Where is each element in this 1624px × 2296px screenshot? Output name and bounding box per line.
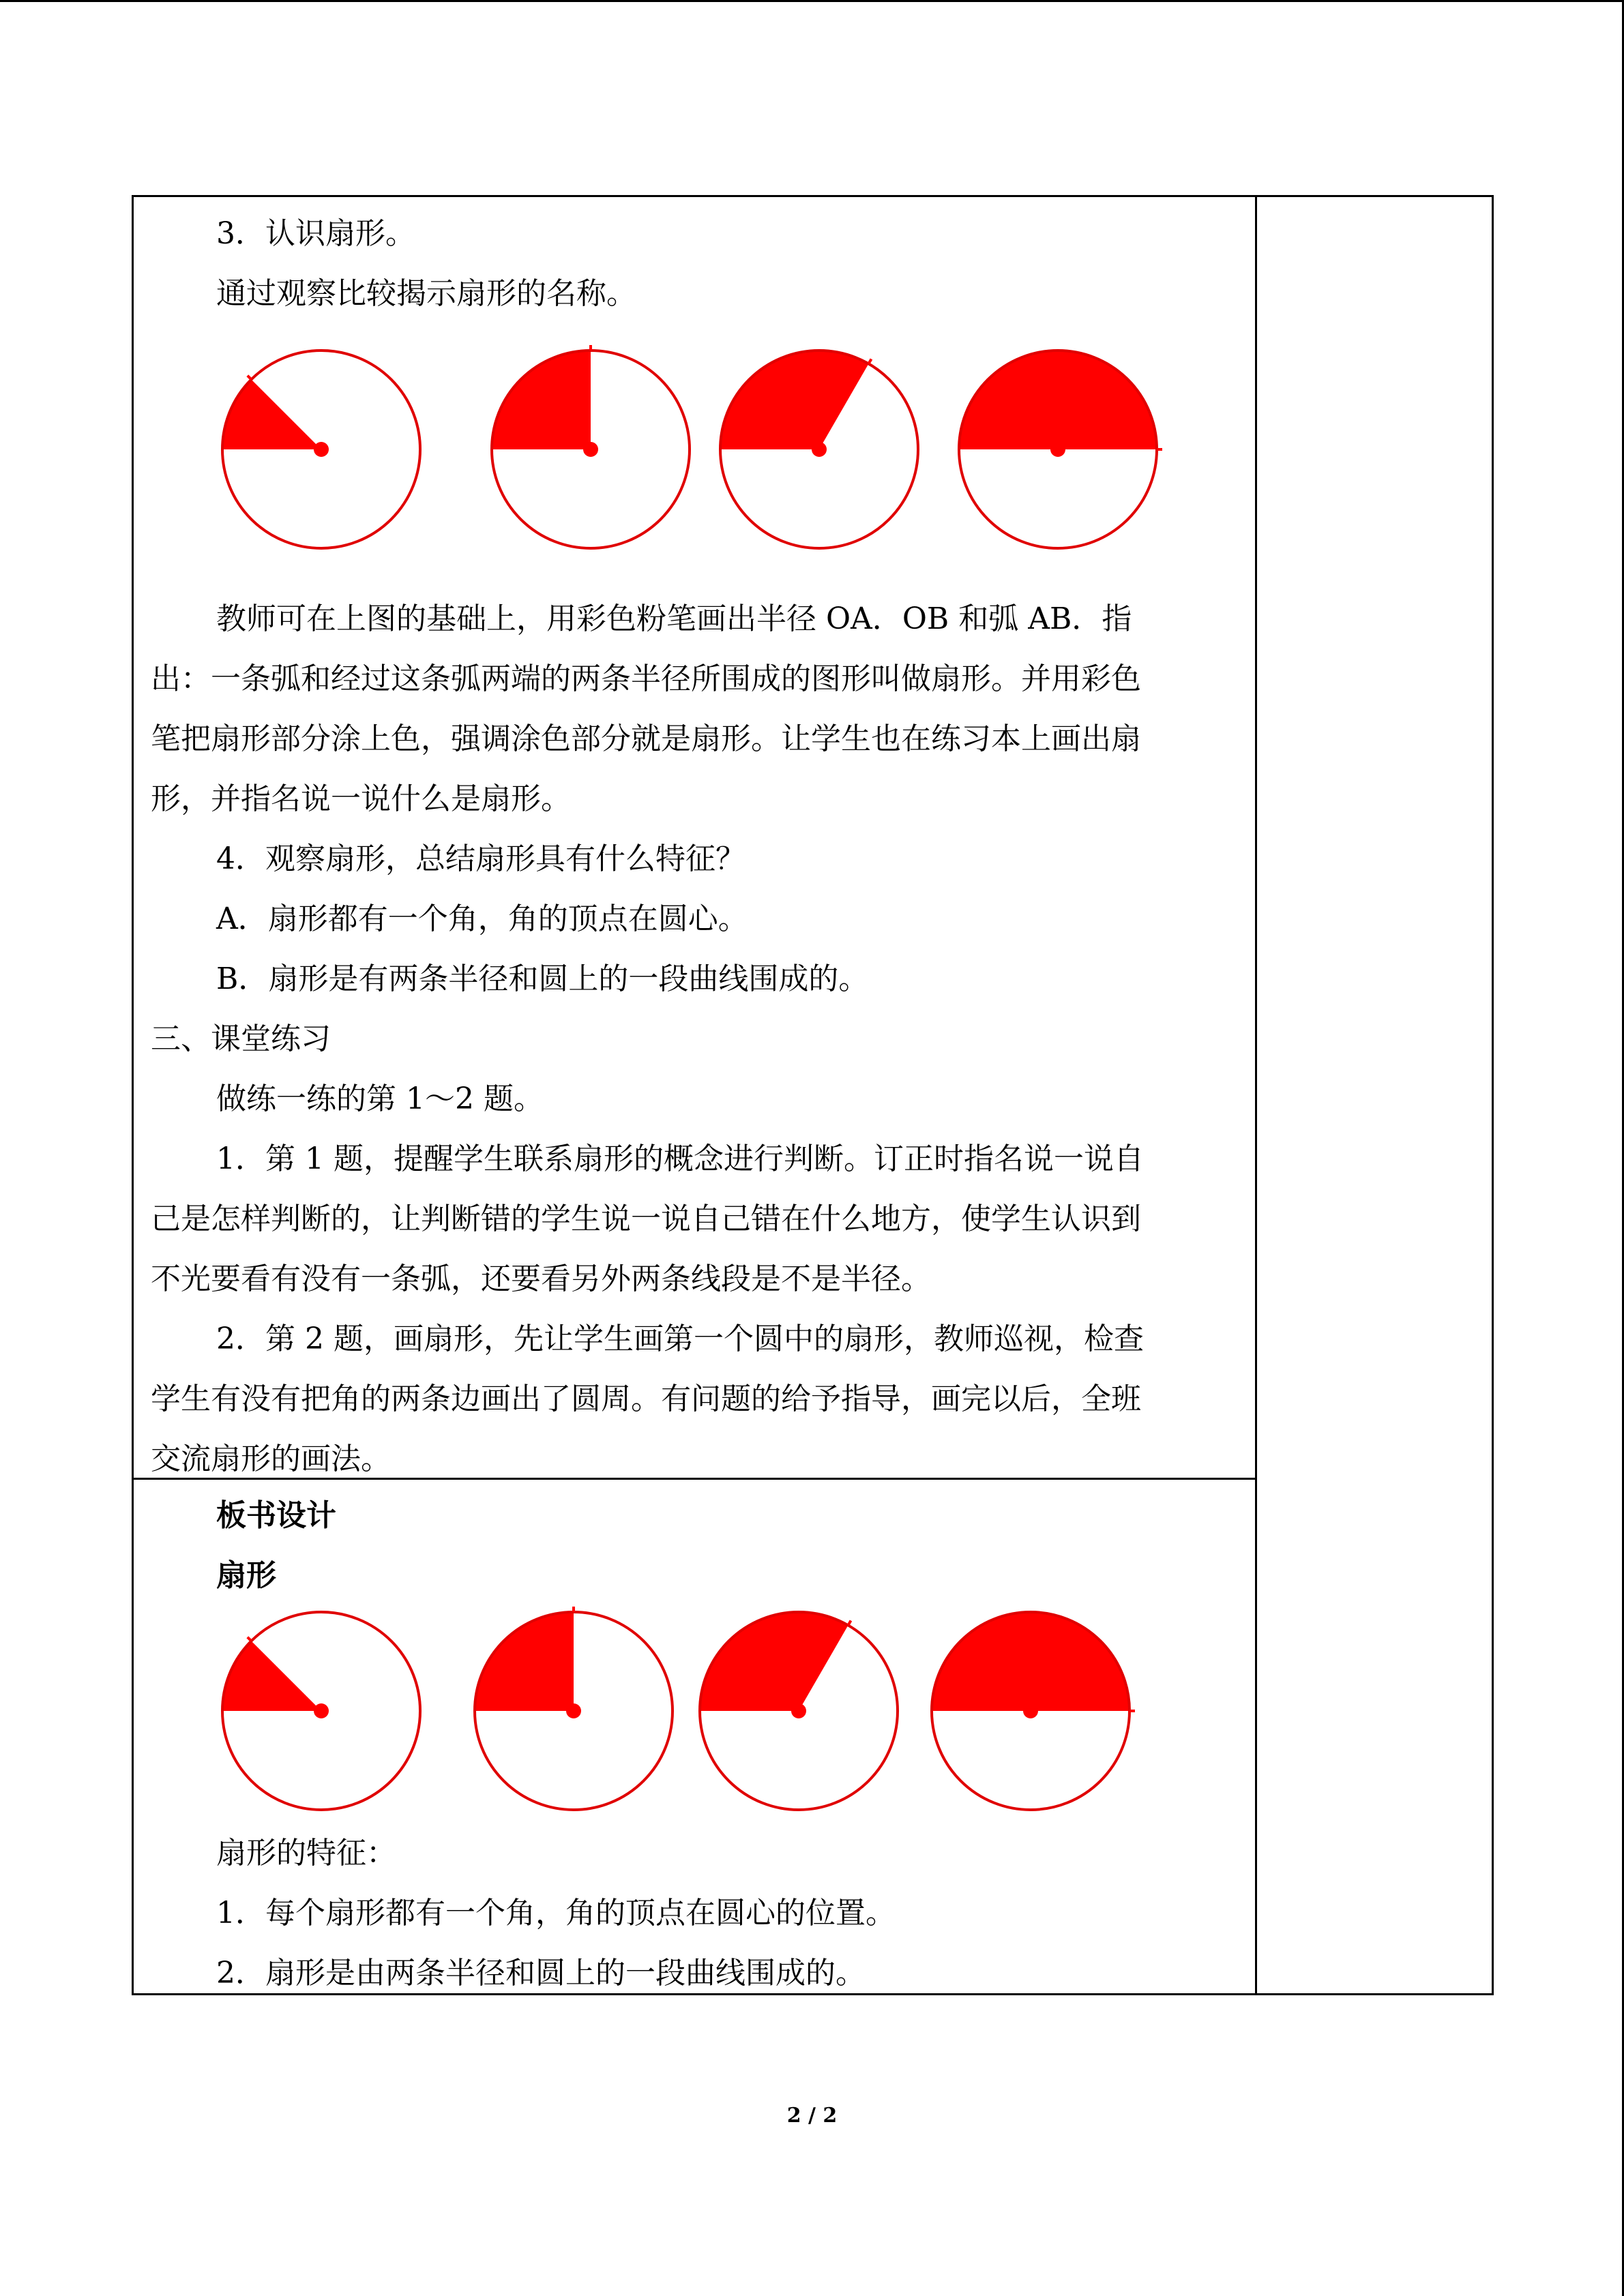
practice-q2-line: 2．第 2 题，画扇形，先让学生画第一个圆中的扇形，教师巡视，检查 <box>216 1322 1144 1356</box>
practice-q1-line: 己是怎样判断的，让判断错的学生说一说自己错在什么地方，使学生认识到 <box>151 1202 1141 1236</box>
board-design-cell <box>151 1486 1242 1991</box>
sector-fill <box>492 351 591 449</box>
lesson-content-cell <box>151 204 1242 1476</box>
sector-figures-2 <box>151 1602 1242 1820</box>
center-point <box>566 1703 581 1718</box>
radius-tick <box>248 376 252 380</box>
practice-q2-line: 交流扇形的画法。 <box>151 1442 391 1476</box>
sector-figure-90 <box>464 1602 683 1820</box>
teacher-line: 笔把扇形部分涂上色，强调涂色部分就是扇形。让学生也在练习本上画出扇 <box>151 721 1141 756</box>
practice-q1 <box>151 1129 1242 1309</box>
center-point <box>1050 442 1065 457</box>
sector-figure-180 <box>921 1602 1140 1820</box>
teacher-line: 形，并指名说一说什么是扇形。 <box>151 781 571 816</box>
board-title: 扇形 <box>216 1558 276 1593</box>
radius-tick <box>848 1620 851 1625</box>
feature-b: B．扇形是有两条半径和圆上的一段曲线围成的。 <box>216 961 869 996</box>
page-border-top <box>0 0 1624 2</box>
radius-tick <box>869 359 872 363</box>
sector-fill <box>959 351 1157 449</box>
sector-fill <box>720 351 869 449</box>
sector-fill <box>222 379 321 449</box>
center-point <box>1023 1703 1038 1718</box>
sector-fill <box>700 1612 848 1711</box>
board-heading: 板书设计 <box>216 1498 336 1533</box>
section3-intro: 通过观察比较揭示扇形的名称。 <box>216 276 636 311</box>
teacher-paragraph <box>151 589 1242 829</box>
table-vertical-divider <box>1255 197 1257 1993</box>
board-feature-2: 2．扇形是由两条半径和圆上的一段曲线围成的。 <box>216 1956 866 1991</box>
teacher-line: 出：一条弧和经过这条弧两端的两条半径所围成的图形叫做扇形。并用彩色 <box>151 661 1141 696</box>
radius-tick <box>248 1637 252 1641</box>
practice-heading: 三、课堂练习 <box>151 1022 331 1056</box>
center-point <box>791 1703 806 1718</box>
board-features-label: 扇形的特征： <box>216 1836 396 1870</box>
feature-a: A．扇形都有一个角，角的顶点在圆心。 <box>216 901 748 936</box>
sector-fill <box>475 1612 574 1711</box>
board-feature-1: 1．每个扇形都有一个角，角的顶点在圆心的位置。 <box>216 1896 896 1930</box>
center-point <box>314 1703 329 1718</box>
practice-q1-line: 1．第 1 题，提醒学生联系扇形的概念进行判断。订正时指名说一说自 <box>216 1142 1144 1176</box>
sector-figure-45 <box>212 340 430 558</box>
page-number: 2 / 2 <box>786 2104 838 2128</box>
sector-figure-45 <box>212 1602 430 1820</box>
sector-fill <box>932 1612 1130 1711</box>
sector-figure-120 <box>710 340 928 558</box>
practice-q2 <box>151 1309 1242 1489</box>
practice-q1-line: 不光要看有没有一条弧，还要看另外两条线段是不是半径。 <box>151 1262 931 1296</box>
center-point <box>812 442 827 457</box>
sector-figure-90 <box>482 340 700 558</box>
center-point <box>583 442 598 457</box>
section4-heading: 4．观察扇形，总结扇形具有什么特征？ <box>216 841 745 876</box>
sector-figure-120 <box>690 1602 908 1820</box>
practice-q2-line: 学生有没有把角的两条边画出了圆周。有问题的给予指导，画完以后，全班 <box>151 1382 1141 1416</box>
lesson-table <box>132 195 1494 1995</box>
practice-intro: 做练一练的第 1～2 题。 <box>216 1082 544 1116</box>
center-point <box>314 442 329 457</box>
sector-figures-1 <box>151 340 1242 558</box>
sector-figure-180 <box>949 340 1167 558</box>
teacher-line: 教师可在上图的基础上，用彩色粉笔画出半径 OA．OB 和弧 AB．指 <box>216 601 1132 636</box>
sector-fill <box>222 1641 321 1711</box>
section3-heading: 3．认识扇形。 <box>216 216 415 251</box>
